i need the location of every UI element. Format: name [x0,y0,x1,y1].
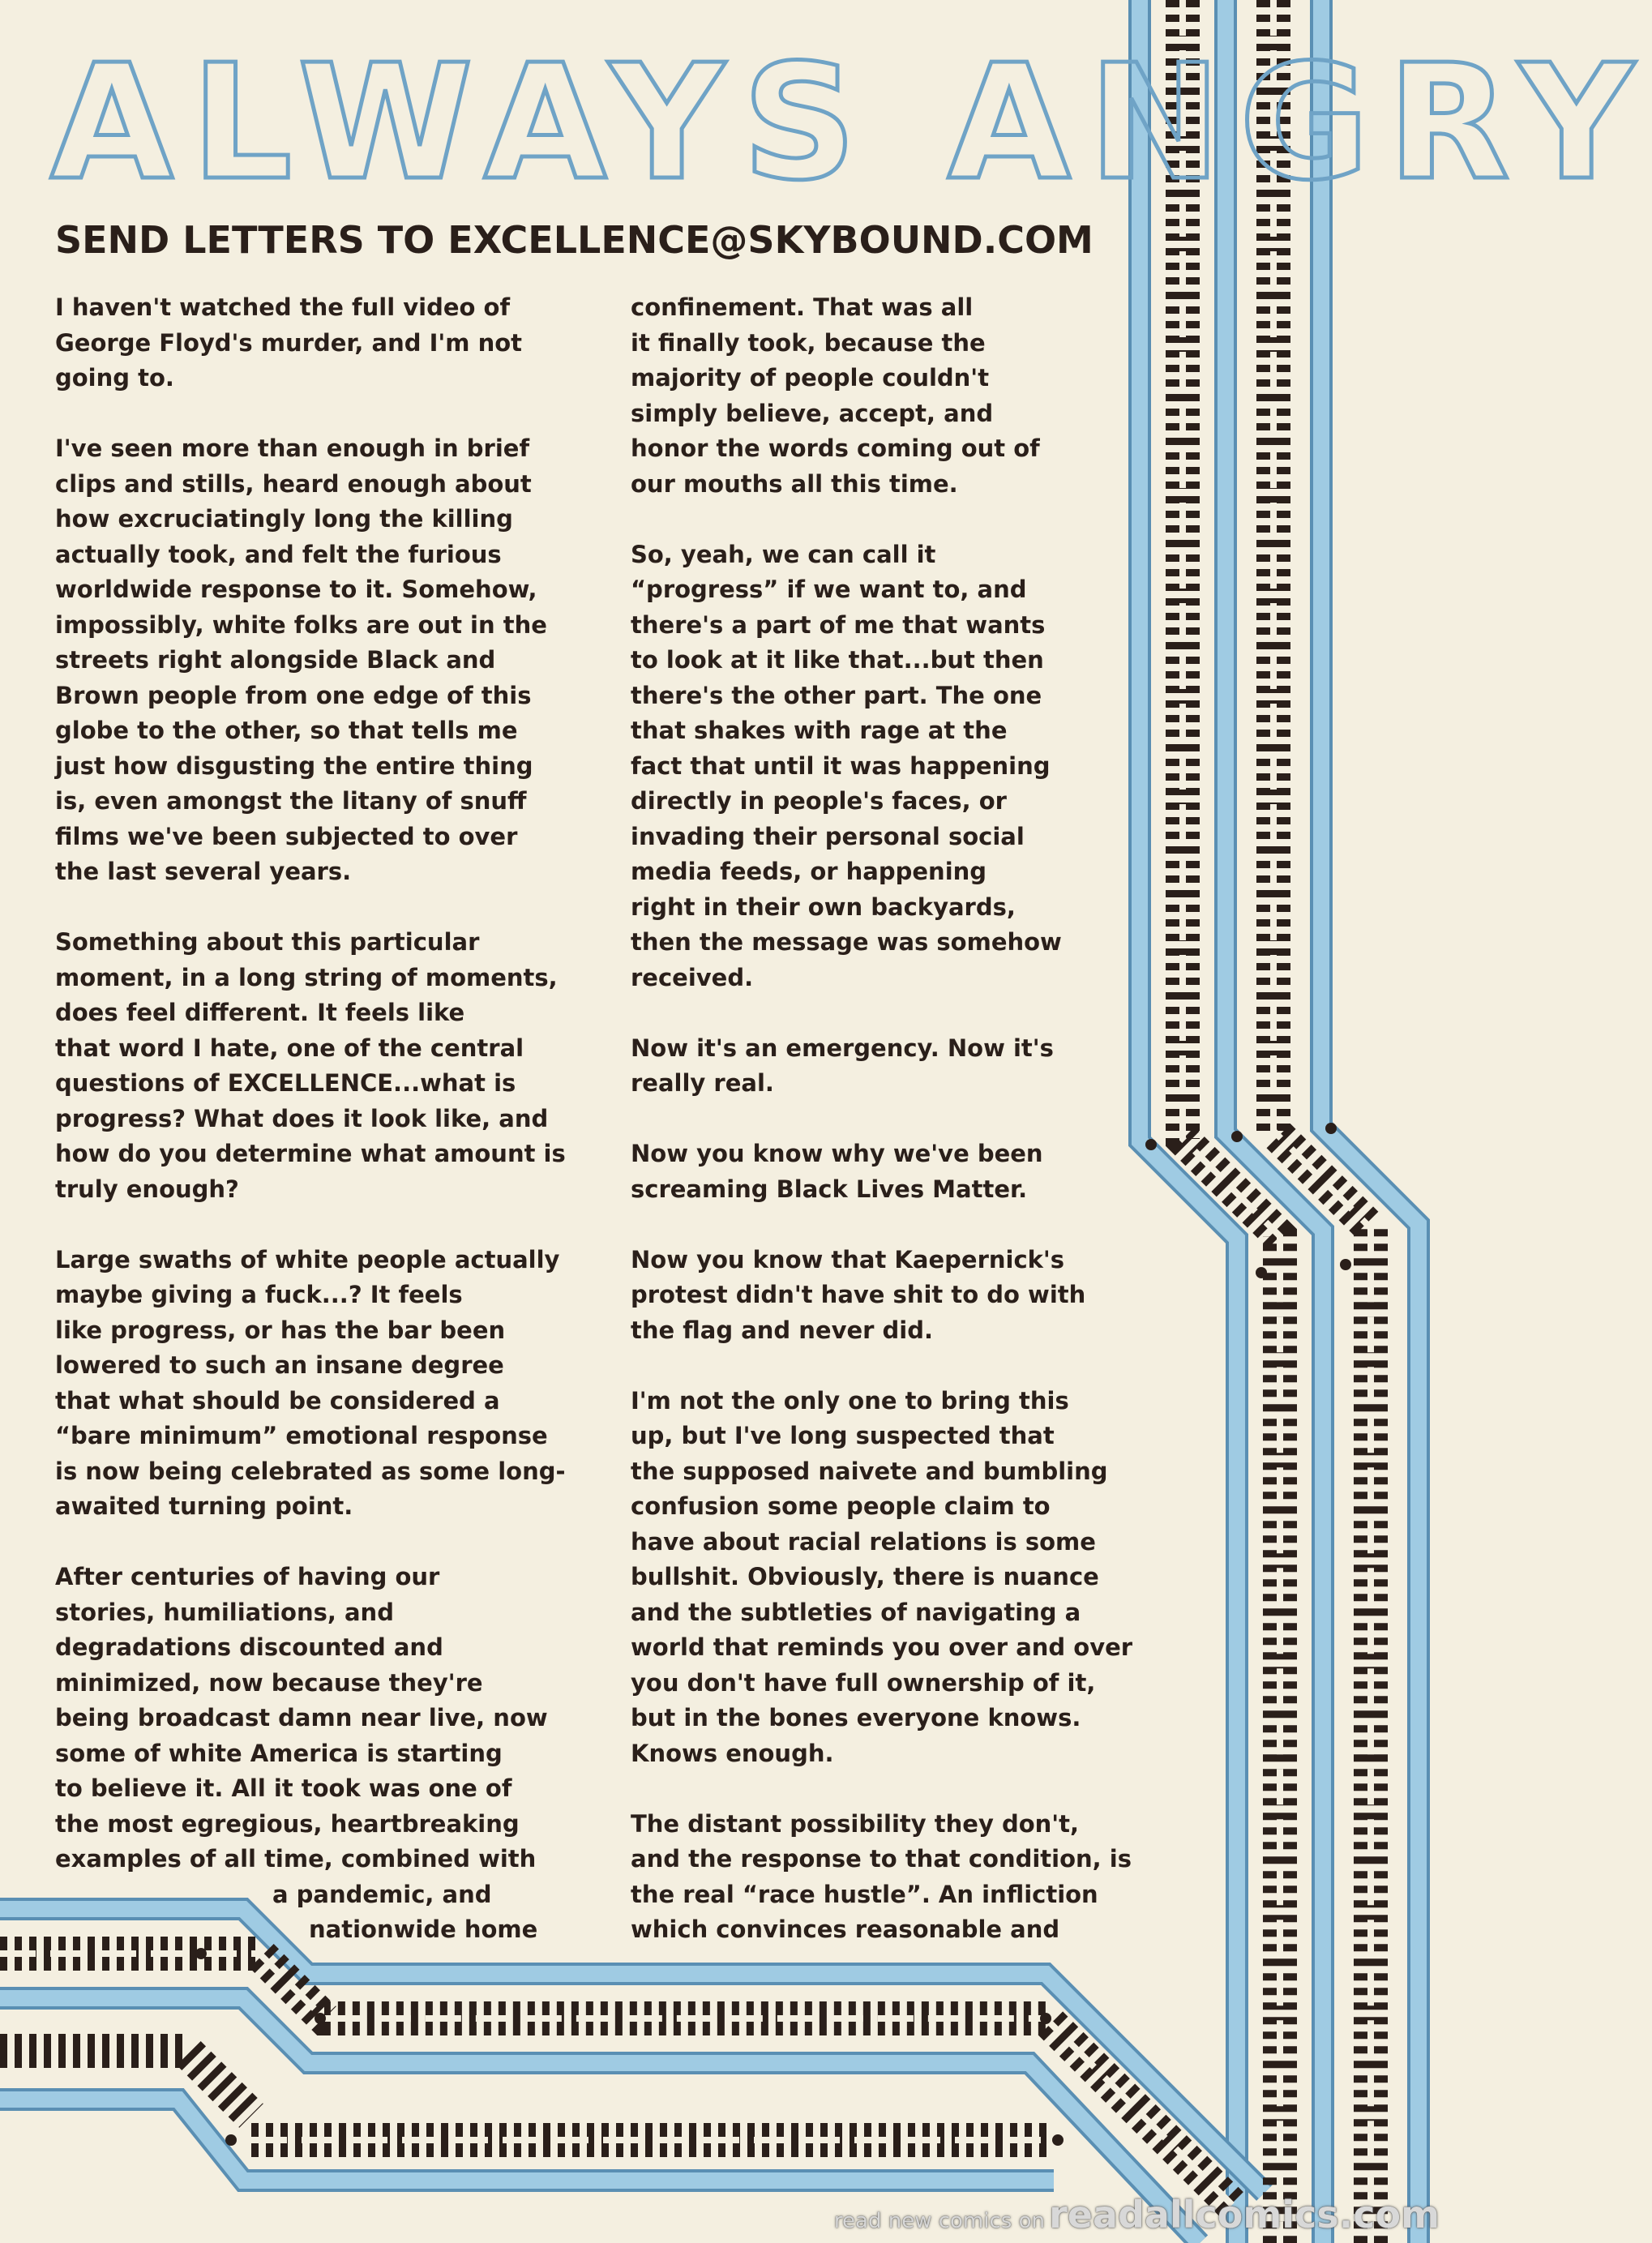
letter-line: the supposed naivete and bumbling [631,1457,1108,1485]
watermark-site-link[interactable]: readallcomics.com [1049,2193,1440,2237]
letter-line: Knows enough. [631,1739,834,1767]
letter-line: have about racial relations is some [631,1527,1096,1556]
letter-line: invading their personal social [631,822,1025,850]
letter-line: which convinces reasonable and [631,1916,1060,1943]
letter-column-right [631,290,1190,1948]
letter-paragraph [631,1031,1190,1102]
letter-paragraph [55,431,623,890]
letter-column-left [55,290,623,1948]
letter-line: right in their own backyards, [631,892,1016,921]
letter-line: worldwide response to it. Somehow, [55,576,537,603]
letter-line: does feel different. It feels like [55,999,465,1026]
letter-line: moment, in a long string of moments, [55,963,558,991]
letter-line: you don't have full ownership of it, [631,1668,1096,1697]
letter-line: streets right alongside Black and [55,646,496,674]
letter-line: media feeds, or happening [631,858,987,885]
letter-line: there's a part of me that wants [631,610,1046,639]
letter-line: I'm not the only one to bring this [631,1386,1069,1415]
letter-line: Now you know why we've been [631,1140,1043,1167]
letter-line: bullshit. Obviously, there is nuance [631,1563,1099,1590]
letter-line: screaming Black Lives Matter. [631,1175,1028,1203]
letter-line: awaited turning point. [55,1492,353,1520]
letter-line: the real “race hustle”. An infliction [631,1880,1098,1908]
letter-paragraph [631,1136,1190,1207]
letter-line: being broadcast damn near live, now [55,1704,548,1731]
letter-line: Something about this particular [55,928,480,956]
letter-line: there's the other part. The one [631,681,1042,709]
letter-line: honor the words coming out of [631,434,1040,462]
letter-line: lowered to such an insane degree [55,1351,504,1379]
letter-line: received. [631,963,754,991]
letter-line: “bare minimum” emotional response [55,1422,548,1449]
letter-line: confinement. That was all [631,293,974,321]
letter-line: After centuries of having our [55,1563,440,1590]
letter-line: then the message was somehow [631,928,1062,956]
letters-address-heading: SEND LETTERS TO EXCELLENCE@SKYBOUND.COM [55,218,1093,262]
letter-line: and the subtleties of navigating a [631,1598,1081,1626]
page-title: ALWAYS ANGRY [50,31,1652,216]
letter-line: progress? What does it look like, and [55,1104,549,1132]
letter-line: truly enough? [55,1175,239,1203]
letter-line: questions of EXCELLENCE...what is [55,1069,516,1097]
letter-line: clips and stills, heard enough about [55,469,532,498]
site-watermark[interactable] [834,2193,1440,2238]
letter-line: fact that until it was happening [631,751,1051,780]
letter-line: stories, humiliations, and [55,1598,394,1626]
letter-line: really real. [631,1069,774,1097]
letter-line: world that reminds you over and over [631,1633,1133,1661]
letter-line: like progress, or has the bar been [55,1316,506,1344]
letter-line: Large swaths of white people actually [55,1245,560,1273]
letter-line: Now you know that Kaepernick's [631,1245,1065,1273]
letter-paragraph [631,537,1190,996]
letter-paragraph [55,1560,623,1948]
letter-line: Brown people from one edge of this [55,681,532,709]
letter-line: “progress” if we want to, and [631,576,1027,603]
letter-line: globe to the other, so that tells me [55,717,518,744]
letter-paragraph [55,290,623,396]
letter-line: is, even amongst the litany of snuff [55,787,527,815]
letter-paragraph [631,1384,1190,1772]
letter-line: I've seen more than enough in brief [55,434,530,462]
letter-paragraph [55,925,623,1207]
letter-line: majority of people couldn't [631,364,990,392]
letter-line: directly in people's faces, or [631,787,1007,815]
letter-line: the last several years. [55,858,352,885]
letter-paragraph [631,1807,1190,1948]
letter-line: how do you determine what amount is [55,1140,566,1167]
letter-paragraph [631,290,1190,502]
letter-paragraph [631,1243,1190,1349]
letter-line: our mouths all this time. [631,469,958,498]
letter-paragraph [55,1243,623,1525]
letter-line: is now being celebrated as some long- [55,1457,566,1485]
letter-line: simply believe, accept, and [631,399,994,427]
letter-line: The distant possibility they don't, [631,1809,1080,1838]
letter-line: impossibly, white folks are out in the [55,610,547,639]
letter-line: minimized, now because they're [55,1668,483,1697]
letter-line: protest didn't have shit to do with [631,1281,1086,1308]
letter-line: the flag and never did. [631,1316,934,1344]
letter-line: maybe giving a fuck...? It feels [55,1281,463,1308]
letter-line: just how disgusting the entire thing [55,751,533,780]
letter-line: but in the bones everyone knows. [631,1704,1081,1731]
letter-line: that word I hate, one of the central [55,1034,524,1062]
letter-line: George Floyd's murder, and I'm not [55,328,523,357]
letter-line: actually took, and felt the furious [55,540,502,568]
letter-line: how excruciatingly long the killing [55,505,513,533]
letter-line: and the response to that condition, is [631,1845,1132,1873]
watermark-prefix: read new comics on [833,2209,1045,2233]
letter-line: going to. [55,364,174,392]
letter-line: examples of all time, combined with [55,1845,537,1873]
letter-line: confusion some people claim to [631,1492,1051,1520]
letter-line: films we've been subjected to over [55,822,518,850]
letter-line: degradations discounted and [55,1633,443,1661]
letter-line: I haven't watched the full video of [55,293,511,321]
letter-line: some of white America is starting [55,1739,503,1767]
letter-line: a pandemic, and [272,1880,492,1908]
letter-line: that what should be considered a [55,1386,500,1415]
letter-line: to look at it like that...but then [631,646,1044,674]
letter-line: that shakes with rage at the [631,717,1008,744]
letter-line: up, but I've long suspected that [631,1422,1055,1449]
letter-line: to believe it. All it took was one of [55,1774,512,1802]
letter-line: nationwide home [309,1916,538,1943]
letter-line: So, yeah, we can call it [631,540,936,568]
letter-line: the most egregious, heartbreaking [55,1809,520,1838]
letter-line: Now it's an emergency. Now it's [631,1034,1054,1062]
letter-line: it finally took, because the [631,328,986,357]
